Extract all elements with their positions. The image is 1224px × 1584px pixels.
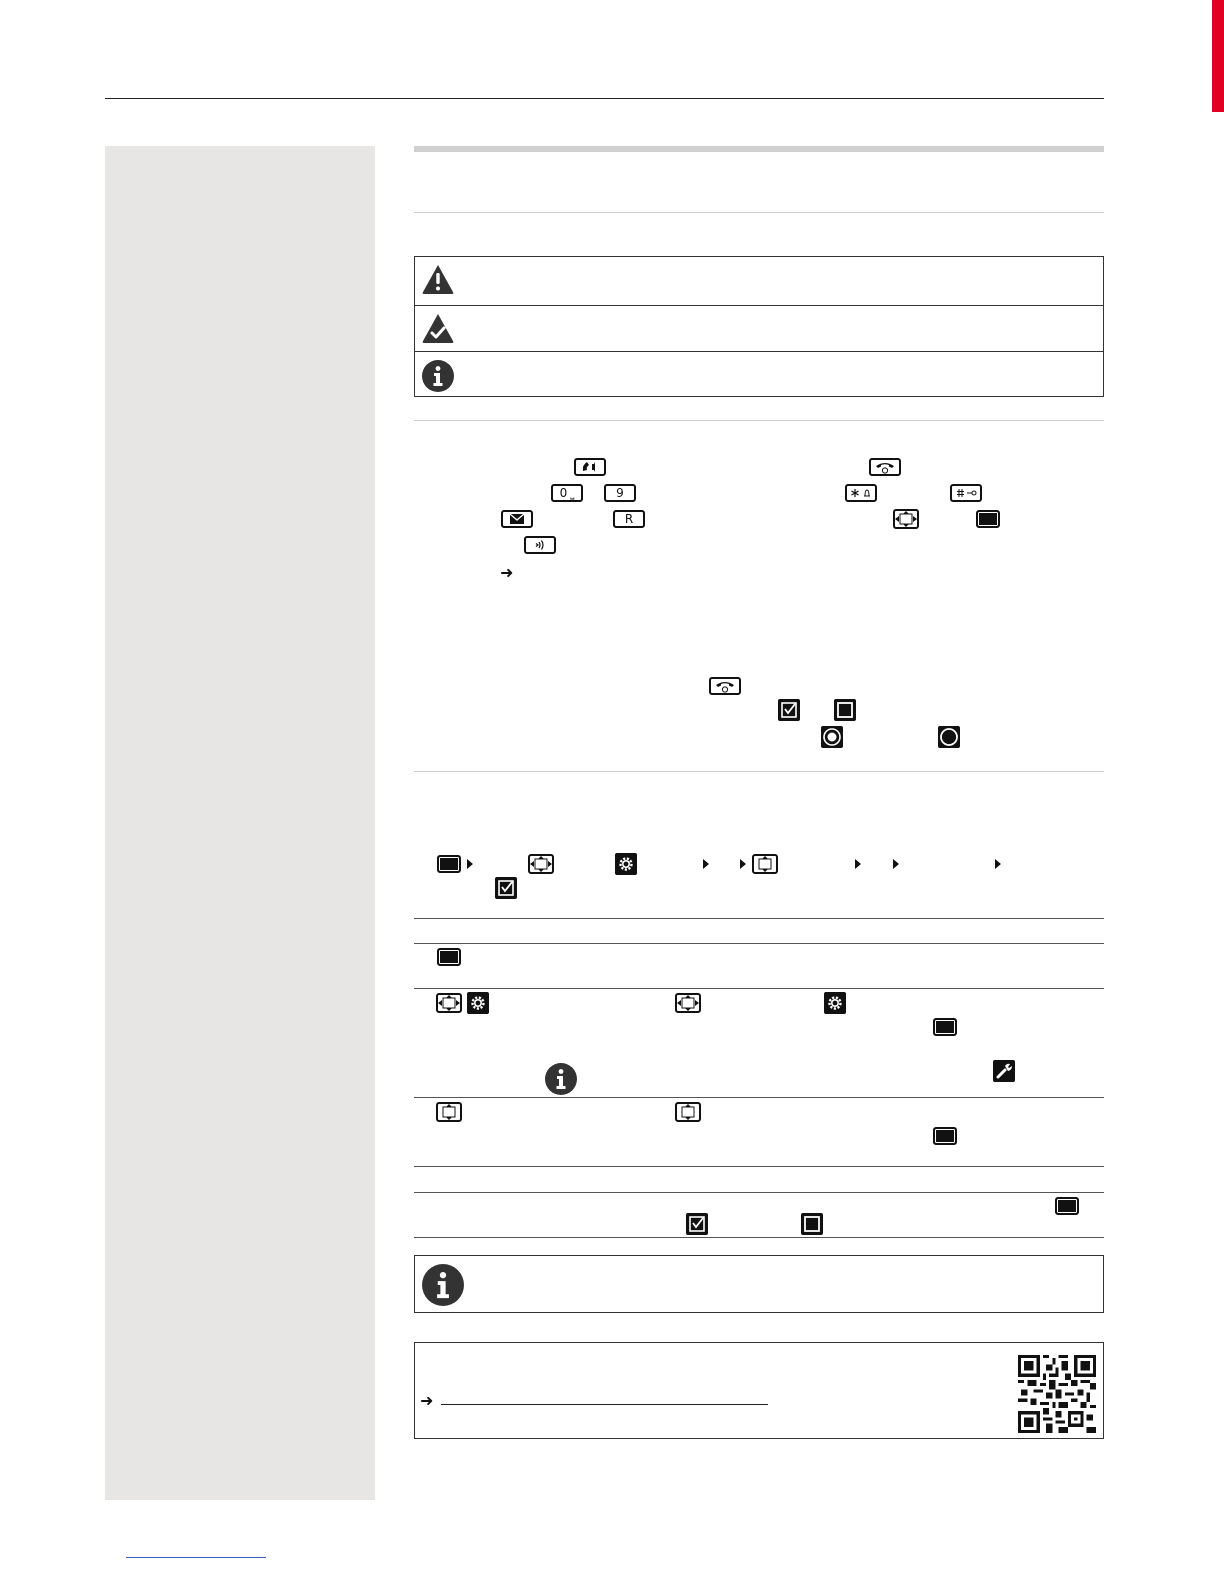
table-rule: [414, 918, 1104, 919]
path-step-arrow: [467, 859, 473, 869]
checkbox-checked-icon: [686, 1213, 708, 1235]
end-key-icon: [709, 677, 741, 695]
path-step-arrow: [893, 859, 899, 869]
settings-gear-icon: [467, 992, 489, 1014]
nav-key-icon: [436, 993, 462, 1013]
recall-key-r: [613, 510, 645, 528]
table-rule: [414, 943, 1104, 944]
table-rule: [414, 1237, 1104, 1238]
digit-key-0: 0 ⎵: [551, 484, 583, 502]
star-key-icon: [845, 484, 877, 502]
help-link-underline[interactable]: [441, 1404, 768, 1405]
end-key-icon: [869, 458, 901, 476]
section-divider: [414, 420, 1104, 421]
check-triangle-icon: [421, 312, 455, 344]
wrench-icon: [993, 1060, 1015, 1082]
handsfree-key-icon: [524, 536, 556, 554]
note-row-warning: [415, 257, 1103, 305]
nav-key-updown-icon: [752, 854, 778, 874]
table-rule: [414, 1192, 1104, 1193]
header-rule: [105, 98, 1104, 99]
hash-key-icon: [950, 484, 982, 502]
radio-unselected-icon: [938, 726, 960, 748]
digit-key-9: [604, 484, 636, 502]
info-note-box: [414, 1255, 1104, 1313]
section-divider: [414, 771, 1104, 772]
info-circle-icon: [422, 1264, 464, 1306]
soft-key-icon: [976, 510, 1000, 528]
digit-key-0-label: 0: [559, 486, 568, 500]
path-step-arrow: [855, 859, 861, 869]
section-divider: [414, 212, 1104, 213]
nav-key-updown-icon: [675, 1102, 701, 1122]
qr-code[interactable]: [1018, 1355, 1096, 1433]
recall-key-label: R: [624, 512, 634, 526]
settings-gear-icon: [824, 992, 846, 1014]
path-step-arrow: [740, 859, 746, 869]
info-circle-icon: [422, 360, 454, 392]
soft-key-icon: [437, 855, 461, 873]
soft-key-icon: [1055, 1197, 1079, 1215]
radio-selected-icon: [821, 726, 843, 748]
online-help-box: [414, 1342, 1104, 1439]
soft-key-icon: [933, 1018, 957, 1036]
checkbox-checked-icon: [778, 699, 800, 721]
path-step-arrow: [995, 859, 1001, 869]
footer-link-underline[interactable]: [126, 1557, 266, 1558]
nav-key-icon: [675, 993, 701, 1013]
settings-gear-icon: [615, 853, 637, 875]
table-rule: [414, 1166, 1104, 1167]
info-circle-icon: [545, 1063, 577, 1095]
checkbox-unchecked-icon: [801, 1213, 823, 1235]
warning-triangle-icon: [421, 263, 455, 295]
chapter-tab-marker: [1212, 0, 1224, 112]
nav-key-icon: [528, 854, 554, 874]
note-row-info: [415, 351, 1103, 398]
sidebar-panel: [105, 146, 375, 1500]
talk-key-icon: [574, 458, 606, 476]
table-rule: [414, 1097, 1104, 1098]
nav-key-icon: [893, 509, 919, 529]
message-key-icon: [501, 510, 533, 528]
note-row-tip: [415, 305, 1103, 351]
soft-key-icon: [933, 1127, 957, 1145]
arrow-right-icon: ➜: [420, 1391, 434, 1410]
section-heading-rule: [414, 146, 1104, 152]
checkbox-checked-icon: [495, 877, 517, 899]
soft-key-icon: [437, 948, 461, 966]
nav-key-updown-icon: [436, 1102, 462, 1122]
checkbox-unchecked-icon: [834, 699, 856, 721]
path-step-arrow: [703, 859, 709, 869]
arrow-right-icon: ➜: [500, 563, 514, 582]
digit-key-9-label: 9: [616, 486, 624, 500]
table-rule: [414, 988, 1104, 989]
note-symbols-box: [414, 256, 1104, 397]
